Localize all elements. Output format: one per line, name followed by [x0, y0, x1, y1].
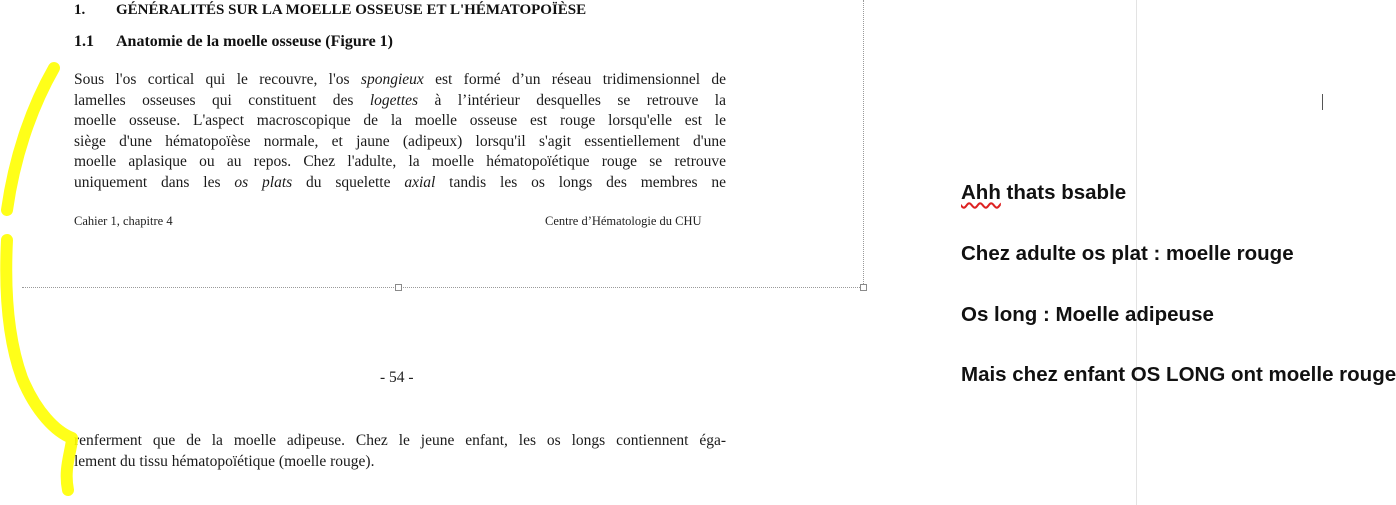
note-text: thats bsable [1000, 181, 1127, 204]
italic-term: os plats [234, 173, 293, 191]
section-title: GÉNÉRALITÉS SUR LA MOELLE OSSEUSE ET L'HÉMATOPOÏÈSE [116, 2, 587, 18]
paragraph-line [74, 91, 726, 112]
italic-term: logettes [369, 91, 419, 109]
page-footer-left: Cahier 1, chapitre 4 [74, 214, 173, 228]
resize-handle[interactable] [395, 284, 402, 291]
text-run: uniquement dans les [74, 173, 235, 191]
paragraph-line [74, 70, 726, 91]
text-run: Sous l'os cortical qui le recouvre, l'os [74, 71, 361, 88]
selection-frame-edge[interactable] [22, 287, 864, 288]
text-run: du squelette [292, 173, 405, 191]
text-run: tandis les os longs des membres ne [435, 173, 726, 191]
notes-panel[interactable] [961, 0, 1396, 505]
note-line[interactable]: Mais chez enfant OS LONG ont moelle rouge [961, 363, 1396, 386]
paragraph-line: renferment que de la moelle adipeuse. Chez le jeune enfant, les os longs contiennent éga- [74, 432, 726, 449]
subsection-title: Anatomie de la moelle osseuse (Figure 1) [116, 33, 393, 50]
paragraph-line [74, 173, 726, 194]
note-line[interactable] [961, 181, 1126, 205]
section-heading [74, 2, 586, 19]
resize-handle[interactable] [860, 284, 867, 291]
text-run: lamelles osseuses qui constituent des [74, 91, 370, 109]
text-run: à l’intérieur desquelles se retrouve la [418, 91, 726, 109]
paragraph-line: siège d'une hématopoïèse normale, et jaune (adipeux) lorsqu'il s'agit essentiellement d'une [74, 132, 726, 150]
continuation-paragraph [74, 430, 726, 471]
italic-term: spongieux [360, 71, 424, 88]
paragraph-line: lement du tissu hématopoïétique (moelle rouge). [74, 452, 375, 470]
text-run: est formé d’un réseau tridimensionnel de [423, 71, 726, 88]
paragraph-line: moelle aplasique ou au repos. Chez l'adulte, la moelle hématopoïétique rouge se retrouve [74, 153, 726, 171]
subsection-number: 1.1 [74, 33, 94, 50]
page-number: - 54 - [380, 369, 414, 386]
highlighter-stroke [0, 0, 120, 505]
section-number: 1. [74, 2, 86, 18]
subsection-heading [74, 33, 393, 51]
misspelled-word[interactable]: Ahh [961, 181, 1001, 204]
italic-term: axial [404, 173, 436, 191]
note-line[interactable]: Os long : Moelle adipeuse [961, 303, 1214, 326]
note-line[interactable]: Chez adulte os plat : moelle rouge [961, 242, 1294, 265]
paragraph-line: moelle osseuse. L'aspect macroscopique de la moelle osseuse est rouge lorsqu'elle est le [74, 112, 726, 130]
body-paragraph [74, 70, 726, 194]
page-footer-right: Centre d’Hématologie du CHU [545, 214, 702, 228]
selection-frame-edge [863, 0, 864, 288]
